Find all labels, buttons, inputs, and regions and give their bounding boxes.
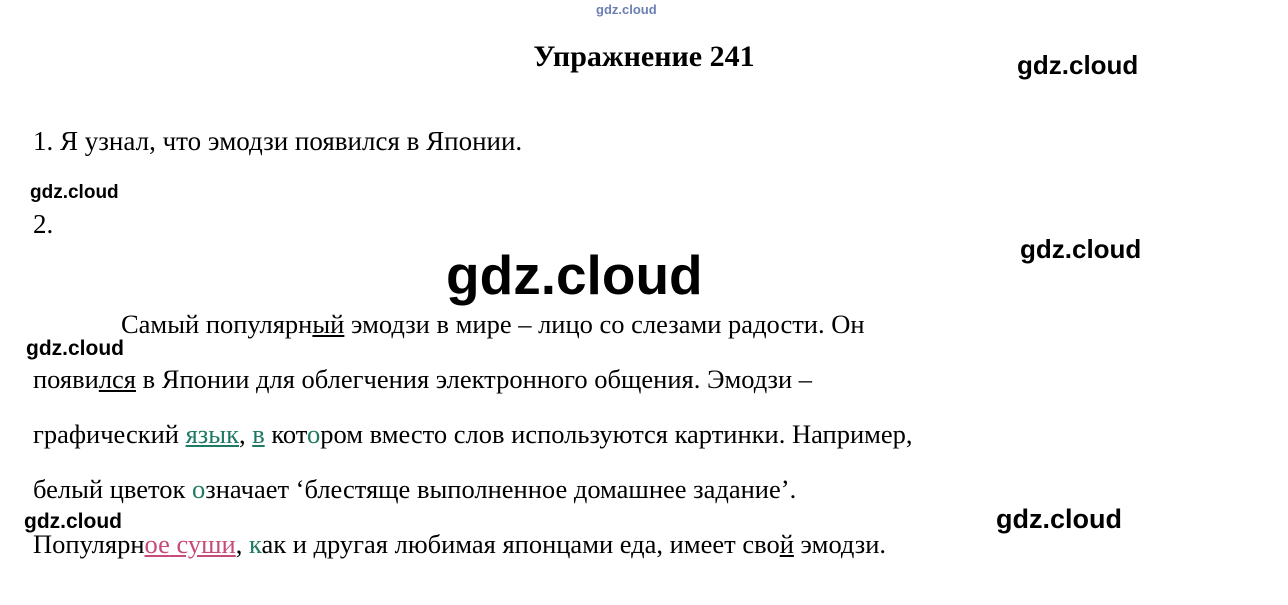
watermark-left-1: gdz.cloud [30, 182, 119, 203]
answer-item-1: 1. Я узнал, что эмодзи появился в Японии. [33, 126, 523, 156]
paragraph-line-5 [33, 517, 1193, 572]
page-title: Упражнение 241 [533, 40, 755, 73]
paragraph-line-2-a: появи [33, 364, 99, 394]
paragraph-line-2-c: в Японии для облегчения электронного общения. Эмодзи – [136, 364, 813, 394]
watermark-center: gdz.cloud [446, 244, 703, 306]
paragraph-line-5-a: Популярн [33, 529, 145, 559]
paragraph-line-4-a: белый цветок [33, 474, 193, 504]
paragraph-line-2 [33, 352, 1193, 407]
paragraph-line-1-b: ый [312, 309, 345, 339]
paragraph-line-1-a: Самый популярн [121, 309, 313, 339]
exercise-paragraph [33, 297, 1193, 572]
watermark-right-1: gdz.cloud [1017, 50, 1139, 80]
paragraph-line-1-c: эмодзи в мире – лицо со слезами радости. Он [344, 309, 865, 339]
paragraph-line-5-g: й [779, 529, 794, 559]
paragraph-line-3 [33, 407, 1193, 462]
paragraph-line-4-b: о [192, 474, 206, 504]
paragraph-line-3-d: в [252, 419, 265, 449]
paragraph-line-5-b: ое [144, 529, 170, 559]
paragraph-line-4 [33, 462, 1193, 517]
watermark-left-3: gdz.cloud [24, 510, 122, 533]
watermark-right-3: gdz.cloud [996, 504, 1122, 534]
paragraph-line-3-e: кот [264, 419, 308, 449]
paragraph-line-3-f: о [307, 419, 321, 449]
paragraph-line-3-a: графический [33, 419, 186, 449]
paragraph-line-5-f: ак и другая любимая японцами еда, имеет сво [261, 529, 780, 559]
paragraph-line-5-c: суши [169, 529, 236, 559]
paragraph-line-2-b: лся [98, 364, 136, 394]
watermark-right-2: gdz.cloud [1020, 234, 1142, 264]
paragraph-line-5-h: эмодзи. [793, 529, 887, 559]
answer-item-2: 2. [33, 209, 54, 239]
paragraph-line-5-e: к [248, 529, 262, 559]
paragraph-line-3-c: , [238, 419, 253, 449]
watermark-left-2: gdz.cloud [26, 337, 124, 360]
paragraph-line-3-b: язык [185, 419, 239, 449]
paragraph-line-4-c: значает ‘блестяще выполненное домашнее задание’. [205, 474, 797, 504]
watermark-top: gdz.cloud [596, 2, 657, 17]
paragraph-line-3-g: ром вместо слов используются картинки. Например, [320, 419, 913, 449]
paragraph-line-5-d: , [235, 529, 249, 559]
